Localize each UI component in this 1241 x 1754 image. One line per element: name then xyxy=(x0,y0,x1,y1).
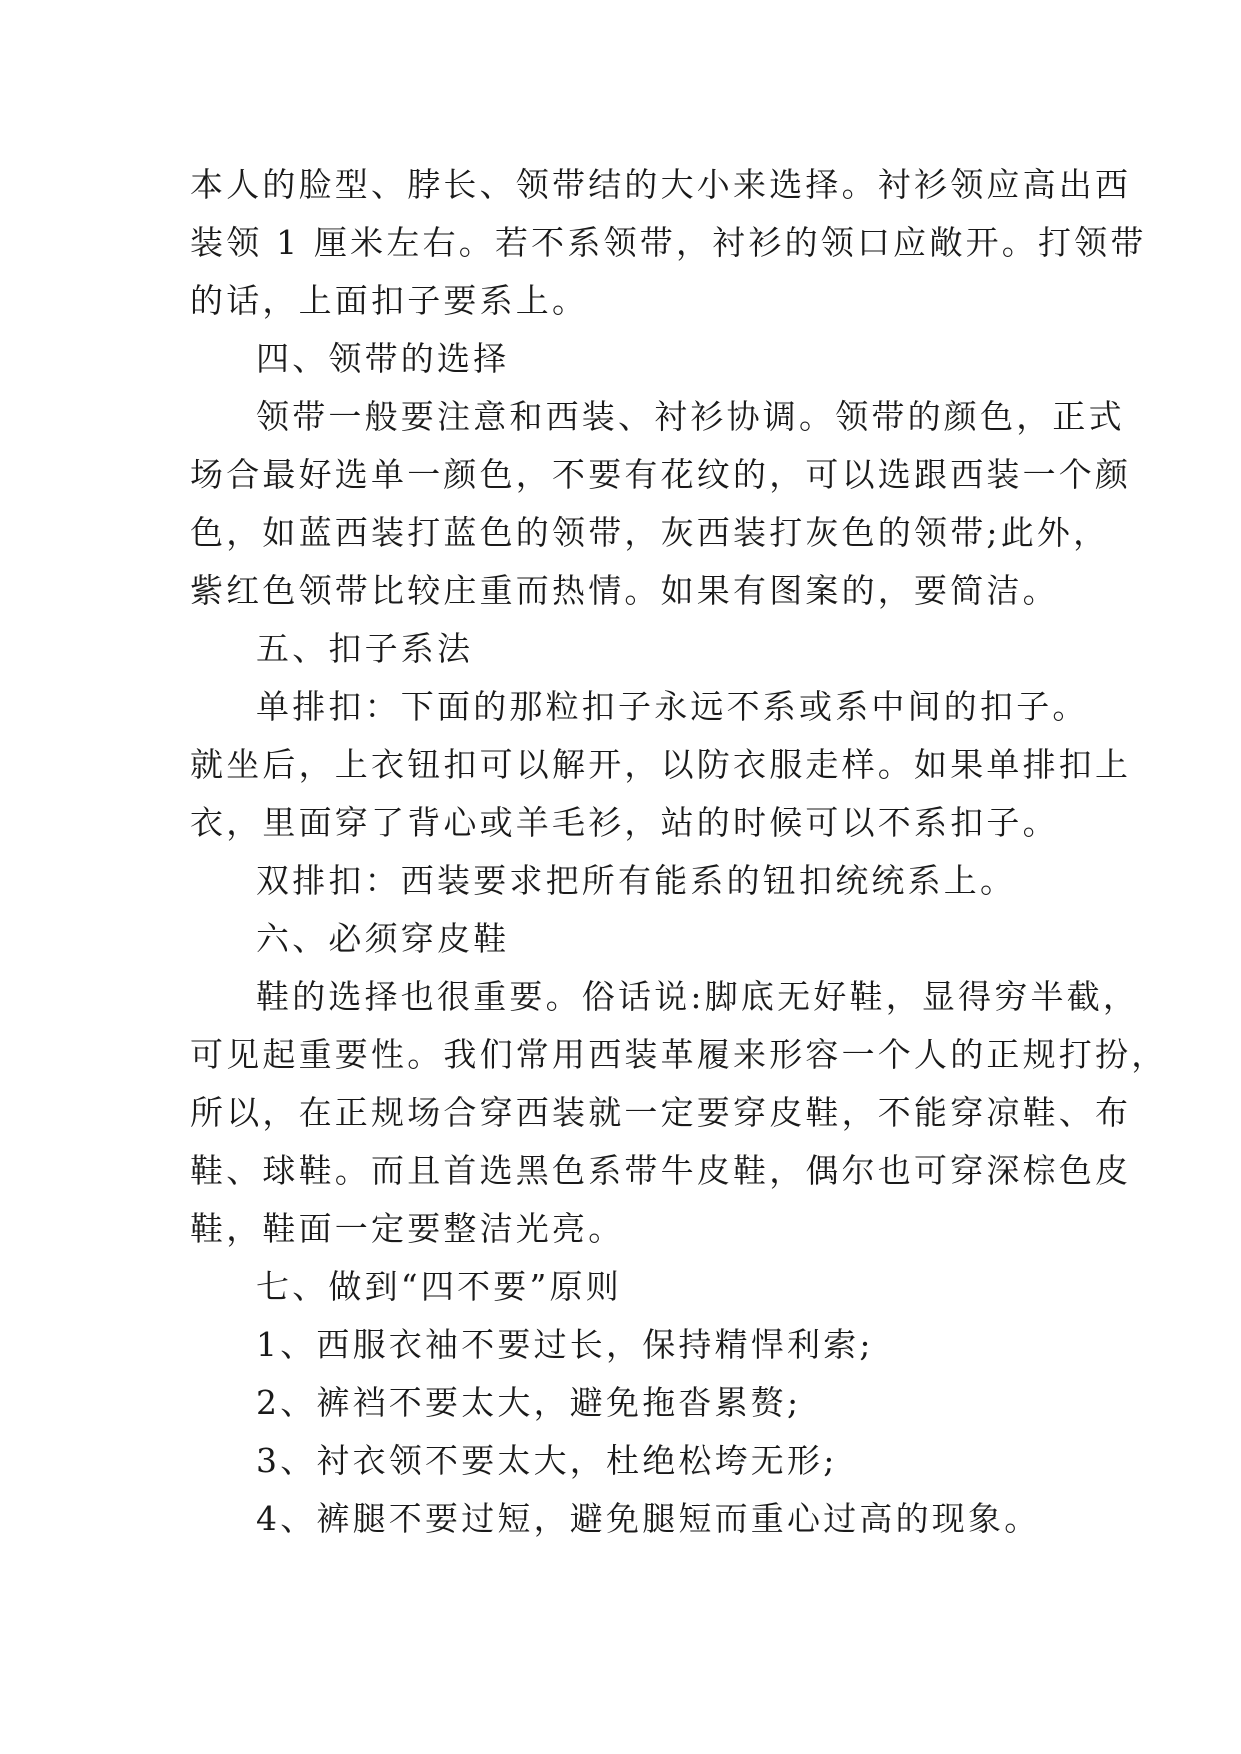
text-line: 单排扣：下面的那粒扣子永远不系或系中间的扣子。 xyxy=(256,687,1089,726)
text-line: 所以，在正规场合穿西装就一定要穿皮鞋，不能穿凉鞋、布 xyxy=(190,1093,1132,1132)
section-heading: 六、必须穿皮鞋 xyxy=(256,919,510,958)
text-line: 的话，上面扣子要系上。 xyxy=(190,281,589,320)
text-line: 就坐后，上衣钮扣可以解开，以防衣服走样。如果单排扣上 xyxy=(190,745,1132,784)
text-line: 可见起重要性。我们常用西装革履来形容一个人的正规打扮， xyxy=(190,1035,1168,1074)
section-heading: 七、做到“四不要”原则 xyxy=(256,1267,622,1306)
text-line: 场合最好选单一颜色，不要有花纹的，可以选跟西装一个颜 xyxy=(190,455,1132,494)
section-heading: 五、扣子系法 xyxy=(256,629,474,668)
list-item: 4、裤腿不要过短，避免腿短而重心过高的现象。 xyxy=(256,1499,1041,1538)
list-item: 3、衬衣领不要太大，杜绝松垮无形; xyxy=(256,1441,838,1480)
text-line: 色，如蓝西装打蓝色的领带，灰西装打灰色的领带;此外， xyxy=(190,513,1110,552)
text-line: 本人的脸型、脖长、领带结的大小来选择。衬衫领应高出西 xyxy=(190,165,1132,204)
text-line: 紫红色领带比较庄重而热情。如果有图案的，要简洁。 xyxy=(190,571,1059,610)
document-page xyxy=(190,156,1168,1548)
text-line: 领带一般要注意和西装、衬衫协调。领带的颜色，正式 xyxy=(256,397,1125,436)
text-line: 装领 1 厘米左右。若不系领带，衬衫的领口应敞开。打领带 xyxy=(190,223,1147,262)
text-line: 鞋，鞋面一定要整洁光亮。 xyxy=(190,1209,625,1248)
list-item: 2、裤裆不要太大，避免拖沓累赘; xyxy=(256,1383,802,1422)
list-item: 1、西服衣袖不要过长，保持精悍利索; xyxy=(256,1325,874,1364)
text-line: 鞋的选择也很重要。俗话说:脚底无好鞋，显得穷半截， xyxy=(256,977,1140,1016)
text-line: 双排扣：西装要求把所有能系的钮扣统统系上。 xyxy=(256,861,1017,900)
text-line: 鞋、球鞋。而且首选黑色系带牛皮鞋，偶尔也可穿深棕色皮 xyxy=(190,1151,1132,1190)
text-line: 衣，里面穿了背心或羊毛衫，站的时候可以不系扣子。 xyxy=(190,803,1059,842)
section-heading: 四、领带的选择 xyxy=(256,339,510,378)
